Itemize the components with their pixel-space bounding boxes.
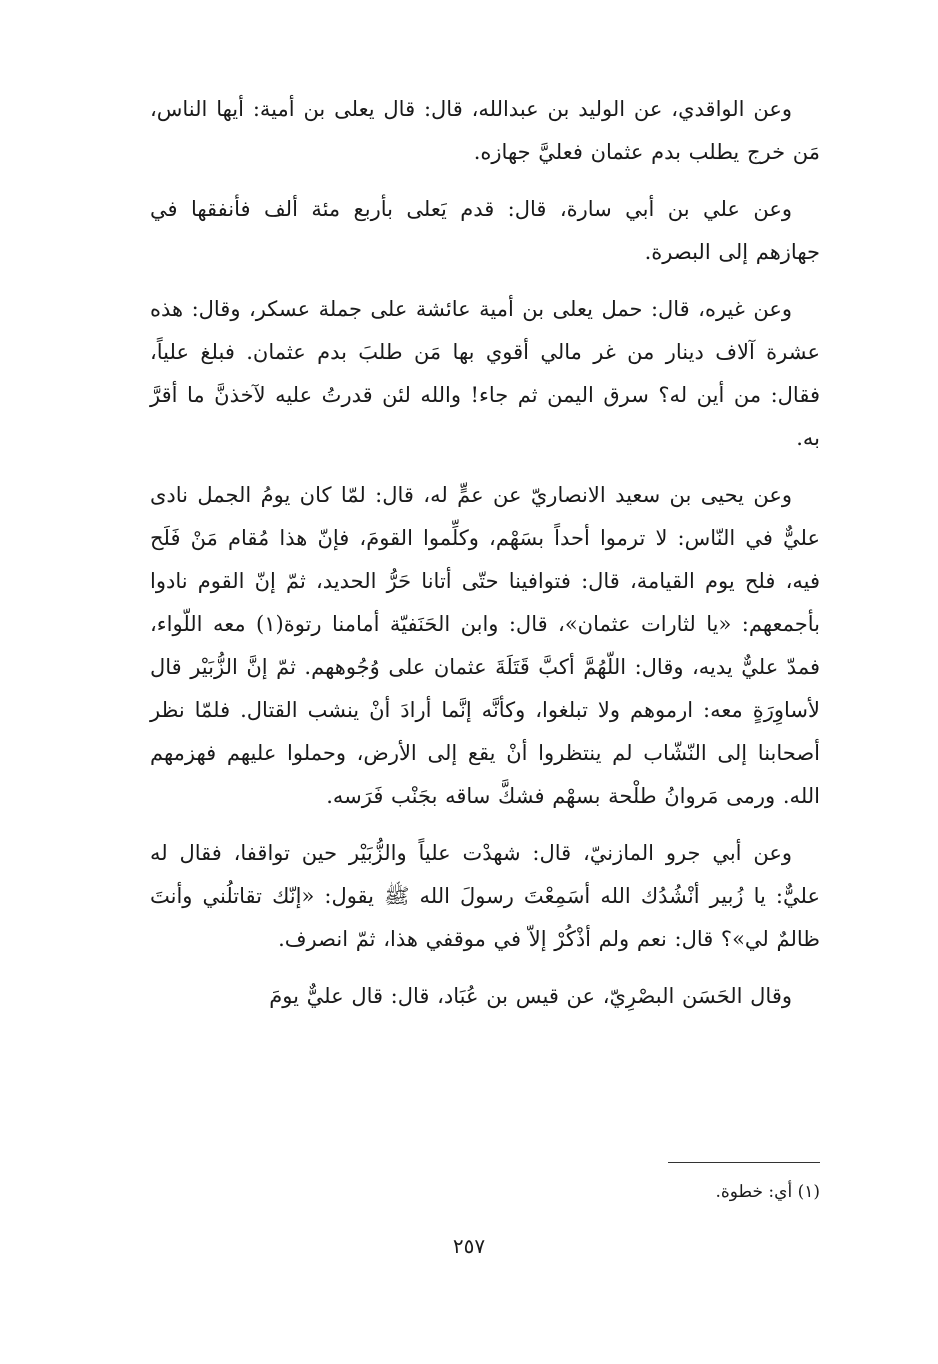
page-body [150,88,820,1032]
paragraph-3: وعن غيره، قال: حمل يعلى بن أمية عائشة على جملة عسكر، وقال: هذه عشرة آلاف دينار من غر مالي أقوي بها مَن طلبَ بدم عثمان. فبلغ علياً، فقال: من أين له؟ سرق اليمن ثم جاء! والله لئن قدرتُ عليه لآخذنَّ ما أقرَّ به. [150,297,820,450]
footnote-divider [668,1162,820,1163]
paragraph-1: وعن الواقدي، عن الوليد بن عبدالله، قال: قال يعلى بن أمية: أيها الناس، مَن خرج يطلب بدم عثمان فعليَّ جهازه. [150,97,820,164]
paragraph-5: وعن أبي جرو المازنيّ، قال: شهدْت علياً والزُّبَيْر حين تواقفا، فقال له عليٌّ: يا زُبير أنْشُدُك الله أسَمِعْتَ رسولَ الله ﷺ يقول: «إنّك تقاتلُني وأنتَ ظالمٌ لي»؟ قال: نعم ولم أذْكُرْ إلاّ في موقفي هذا، ثمّ انصرف. [150,841,820,951]
paragraph-4: وعن يحيى بن سعيد الانصاريّ عن عمٍّ له، قال: لمّا كان يومُ الجمل نادى عليٌّ في النّاس: لا ترموا أحداً بسَهْم، وكلِّموا القومَ، فإنّ هذا مُقام مَنْ فَلَح فيه، فلح يوم القيامة، قال: فتوافينا حتّى أتانا حَرُّ الحديد، ثمّ إنّ القوم نادوا بأجمعهم: «يا لثارات عثمان»، قال: وابن الحَنَفيّة أمامنا رتوة(١) معه اللّواء، فمدّ عليٌّ يديه، وقال: اللّهُمَّ أكبَّ قَتَلَةَ عثمان على وُجُوههم. ثمّ إنَّ الزُّبَيْر قال لأساوِرَةٍ معه: ارموهم ولا تبلغوا، وكأنَّه إنَّما أرادَ أنْ ينشب القتال. فلمّا نظر أصحابنا إلى النّشّاب لم ينتظروا أنْ يقع إلى الأرض، وحملوا عليهم فهزمهم الله. ورمى مَروانُ طلْحة بسهْم فشكَّ ساقه بجَنْب فَرَسه. [150,483,820,808]
footnote: (١) أي: خطوة. [715,1182,820,1202]
paragraph-2: وعن علي بن أبي سارة، قال: قدم يَعلى بأربع مئة ألف فأنفقها في جهازهم إلى البصرة. [150,197,820,264]
paragraph-6: وقال الحَسَن البصْرِيّ، عن قيس بن عُبَاد، قال: قال عليٌّ يومَ [269,984,792,1008]
page-number: ٢٥٧ [452,1234,486,1258]
